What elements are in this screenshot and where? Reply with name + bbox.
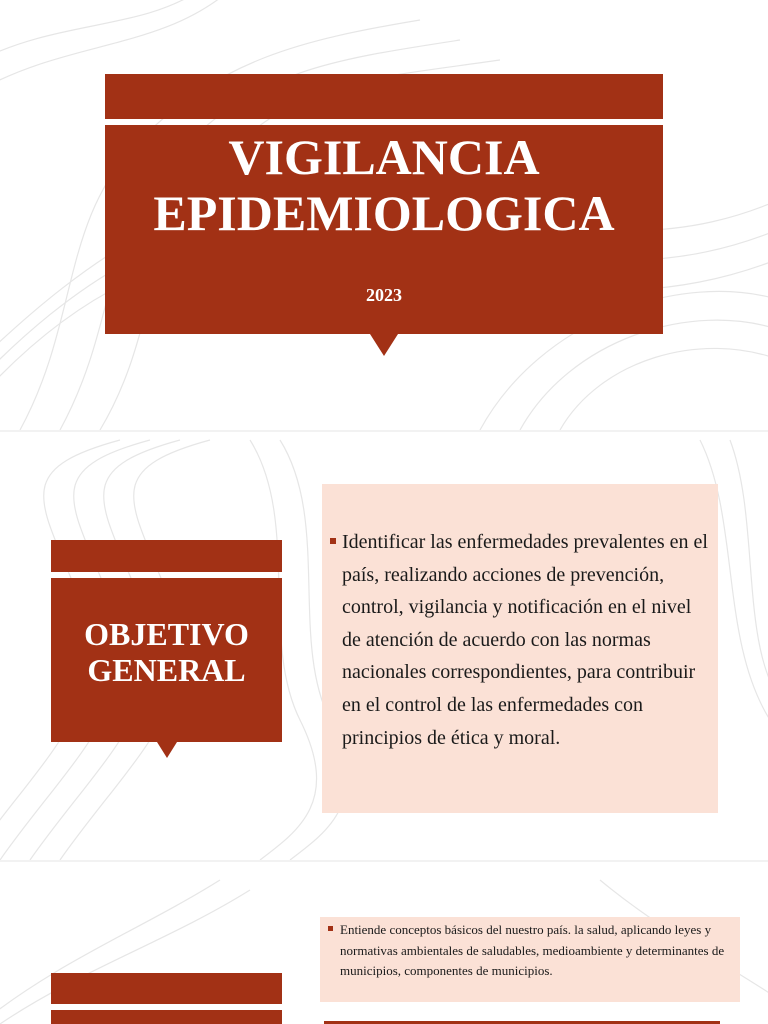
title-slide bbox=[0, 0, 768, 430]
objective-pointer bbox=[157, 742, 177, 758]
objective-slide bbox=[0, 432, 768, 860]
objective-bullet-item bbox=[330, 526, 710, 754]
objective-heading-line-2: GENERAL bbox=[87, 652, 246, 688]
square-bullet-icon bbox=[330, 538, 336, 544]
title-pointer bbox=[370, 334, 398, 356]
title-year: 2023 bbox=[366, 285, 402, 305]
objective-bullet-text: Identificar las enfermedades prevalentes en el país, realizando acciones de prevención, control, vigilancia y notificación en el nivel de atención de acuerdo con las normas nacionales correspondientes, para contribuir en el control de las enfermedades con principios de ética y moral. bbox=[342, 531, 708, 749]
objective-heading-box bbox=[51, 578, 282, 742]
objective-content-card bbox=[322, 484, 718, 813]
objective-accent-bar bbox=[51, 540, 282, 572]
slide-title bbox=[105, 125, 663, 241]
slide-divider bbox=[0, 430, 768, 432]
objective-heading-line-1: OBJETIVO bbox=[84, 616, 249, 652]
competency-bullet-item bbox=[326, 920, 736, 982]
competency-heading-box bbox=[51, 1010, 282, 1024]
competency-slide bbox=[0, 862, 768, 1024]
objective-heading bbox=[51, 616, 282, 688]
competency-bullet-text: Entiende conceptos básicos del nuestro país. la salud, aplicando leyes y normativas ambientales de saludables, medioambiente y determinantes de municipios, componentes de municipios. bbox=[340, 922, 725, 978]
title-box bbox=[105, 125, 663, 334]
title-line-2: EPIDEMIOLOGICA bbox=[153, 185, 615, 241]
slide-divider bbox=[0, 860, 768, 862]
title-line-1: VIGILANCIA bbox=[228, 129, 540, 185]
square-bullet-icon bbox=[328, 926, 333, 931]
title-accent-bar bbox=[105, 74, 663, 119]
competency-content-card bbox=[320, 917, 740, 1002]
competency-accent-bar bbox=[51, 973, 282, 1004]
